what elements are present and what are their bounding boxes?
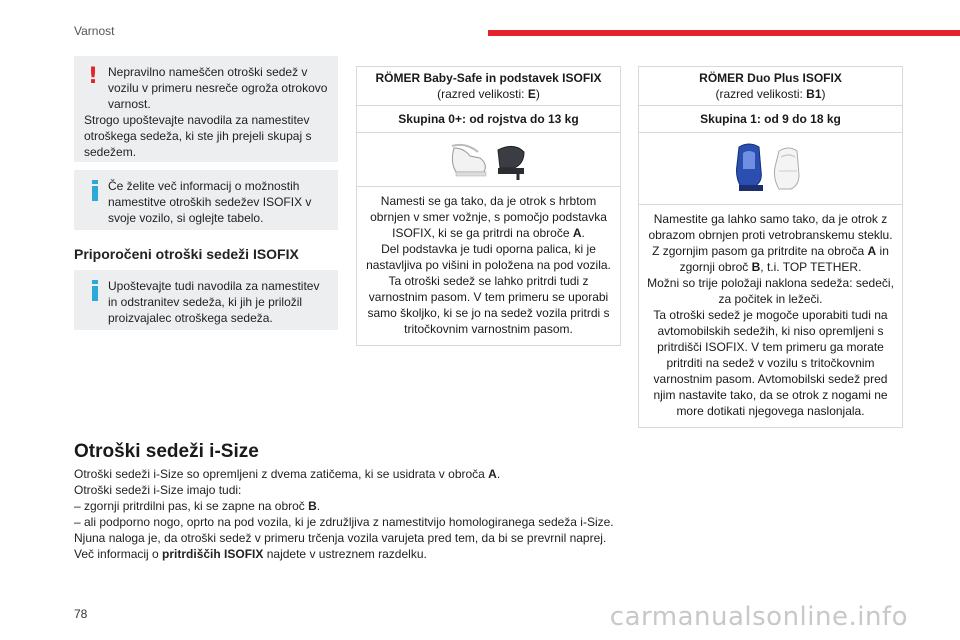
info-icon bbox=[92, 280, 100, 302]
page-number: 78 bbox=[74, 607, 88, 621]
isize-body bbox=[74, 466, 674, 562]
table-header bbox=[639, 67, 902, 106]
seat-group: Skupina 0+: od rojstva do 13 kg bbox=[357, 106, 620, 133]
seat-table-baby-safe bbox=[356, 66, 621, 346]
isize-paragraph: Otroški sedeži i-Size so opremljeni z dvema zatičema, ki se usidrata v obroča A. bbox=[74, 467, 501, 481]
isize-heading: Otroški sedeži i-Size bbox=[74, 441, 259, 462]
isize-paragraph: Več informacij o pritrdiščih ISOFIX najdete v ustreznem razdelku. bbox=[74, 547, 427, 561]
info-text-1: Če želite več informacij o možnostih namestitve otroških sedežev ISOFIX v svoje vozilo, si oglejte tabelo. bbox=[108, 179, 312, 225]
isize-list-item: – zgornji pritrdilni pas, ki se zapne na obroč B. bbox=[74, 499, 321, 513]
info-text-2: Upoštevajte tudi navodila za namestitev in odstranitev sedeža, ki jih je priložil proizvajalec otroškega sedeža. bbox=[108, 279, 320, 325]
watermark: carmanualsonline.info bbox=[609, 602, 908, 632]
size-class: (razred velikosti: B1) bbox=[715, 87, 826, 101]
seat-image bbox=[639, 133, 902, 205]
recommended-seats-heading: Priporočeni otroški sedeži ISOFIX bbox=[74, 246, 299, 262]
seat-description: Namestite ga lahko samo tako, da je otrok z obrazom obrnjen proti vetrobranskemu steklu. Z zgornjim pasom ga pritrdite na obroča A in zgornji obroč B, t.i. TOP TETHER. Možni so trije položaji naklona sedeža: sedeči, za počitek in ležeči. Ta otroški sedež je mogoče uporabiti tudi na avtomobilskih sedežih, ki niso opremljeni s pritrdišči ISOFIX. V tem primeru ga morate pritrditi na sedež v vozilu s tritočkovnim varnostnim pasom. Avtomobilski sedež pred njim nastavite tako, da se otrok z nogami ne more dotikati njegovega naslonjala. bbox=[647, 212, 894, 418]
seat-group: Skupina 1: od 9 do 18 kg bbox=[639, 106, 902, 133]
header-accent-bar bbox=[488, 30, 960, 36]
warning-line-1: Nepravilno nameščen otroški sedež v vozilu v primeru nesreče ogroža otrokovo varnost. bbox=[108, 65, 328, 111]
warning-line-2: Strogo upoštevajte navodila za namestitev otroškega sedeža, ki ste jih prejeli skupaj s sedežem. bbox=[84, 113, 312, 159]
info-notice-isofix-table bbox=[74, 170, 338, 230]
warning-notice bbox=[74, 56, 338, 162]
table-header bbox=[357, 67, 620, 106]
isize-paragraph: Otroški sedeži i-Size imajo tudi: bbox=[74, 483, 242, 497]
seat-title: RÖMER Duo Plus ISOFIX bbox=[699, 71, 842, 85]
isize-list-item: – ali podporno nogo, oprto na pod vozila, ki je združljiva z namestitvijo homologiranega sedeža i-Size. bbox=[74, 515, 614, 529]
section-label: Varnost bbox=[74, 24, 115, 38]
seat-title: RÖMER Baby-Safe in podstavek ISOFIX bbox=[375, 71, 602, 85]
child-seat-illustration bbox=[731, 141, 811, 197]
size-class: (razred velikosti: E) bbox=[437, 87, 540, 101]
seat-description: Namesti se ga tako, da je otrok s hrbtom obrnjen v smer vožnje, s pomočjo podstavka ISOFIX, ki se ga pritrdi na obroče A. Del podstavka je tudi oporna palica, ki je nastavljiva po višini in položena na pod vozila. Ta otroški sedež se lahko pritrdi tudi z varnostnim pasom. V tem primeru se uporabi samo školjko, ki se jo na sedež vozila pritrdi s tritočkovnim varnostnim pasom. bbox=[366, 194, 611, 336]
seat-table-duo-plus bbox=[638, 66, 903, 428]
isize-paragraph: Njuna naloga je, da otroški sedež v primeru trčenja vozila varujeta pred tem, da bi se prevrnil naprej. bbox=[74, 531, 607, 545]
info-icon bbox=[92, 180, 100, 202]
info-notice-manufacturer bbox=[74, 270, 338, 330]
seat-image bbox=[357, 133, 620, 187]
exclamation-icon: ! bbox=[88, 64, 99, 89]
baby-seat-illustration bbox=[444, 138, 534, 182]
